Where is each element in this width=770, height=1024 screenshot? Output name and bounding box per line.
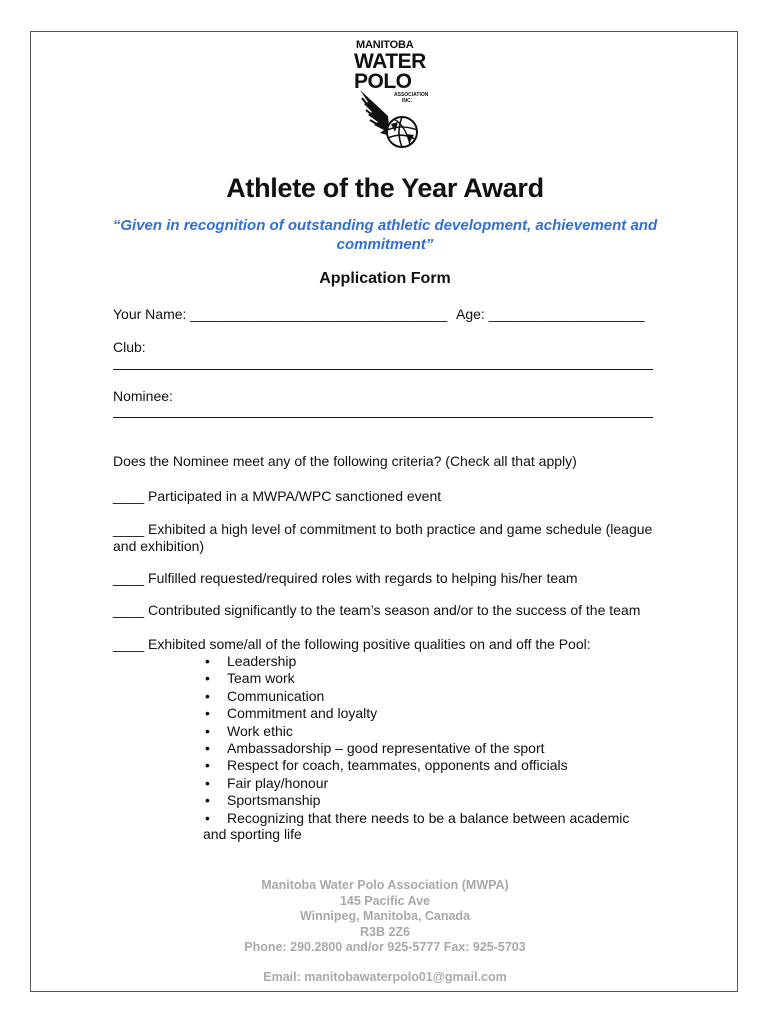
logo-text-water: WATER [354,50,426,73]
list-item: • Leadership [203,653,629,670]
your-name-field[interactable]: Your Name: _________________________________ [113,306,448,322]
list-item: • Ambassadorship – good representative of the sport [203,740,629,757]
mwpa-logo [340,40,430,150]
nominee-input-line[interactable] [113,417,653,418]
list-item: • Sportsmanship [203,792,629,809]
list-item: • Commitment and loyalty [203,705,629,722]
nominee-label: Nominee: [113,388,173,404]
form-heading: Application Form [319,270,451,287]
list-item: • Team work [203,670,629,687]
logo-text-association: ASSOCIATION [394,92,429,98]
criterion-item[interactable]: ____ Exhibited some/all of the following positive qualities on and off the Pool: [113,636,591,652]
footer-street: 145 Pacific Ave [339,894,431,908]
club-label: Club: [113,339,146,355]
logo-text-manitoba: MANITOBA [356,39,414,51]
logo-text-inc: INC. [402,98,412,104]
criterion-item[interactable]: ____ Participated in a MWPA/WPC sanctioned event [113,488,442,504]
footer-postal: R3B 2Z6 [359,925,411,939]
logo-text-polo: POLO [354,70,412,93]
list-item: • Fair play/honour [203,775,629,792]
footer-email[interactable]: Email: manitobawaterpolo01@gmail.com [263,970,507,984]
list-item: • Work ethic [203,723,629,740]
footer-phone: Phone: 290.2800 and/or 925-5777 Fax: 925-5703 [244,940,526,954]
page-title: Athlete of the Year Award [226,173,544,203]
list-item: • Communication [203,688,629,705]
water-polo-ball-icon [358,88,420,150]
age-field[interactable]: Age: ____________________ [456,306,645,322]
criterion-item[interactable]: ____ Contributed significantly to the team’s season and/or to the success of the team [113,602,641,618]
list-item: • Respect for coach, teammates, opponents and officials [203,757,629,774]
criterion-item[interactable]: ____ Exhibited a high level of commitment to both practice and game schedule (league and exhibition) [113,521,653,554]
footer-org: Manitoba Water Polo Association (MWPA) [261,878,509,892]
qualities-continuation: and sporting life [203,826,302,842]
criterion-item[interactable]: ____ Fulfilled requested/required roles with regards to helping his/her team [113,570,578,586]
award-description-quote: “Given in recognition of outstanding athletic development, achievement and commitment” [112,217,658,253]
criteria-question: Does the Nominee meet any of the following criteria? (Check all that apply) [113,453,577,469]
club-input-line[interactable] [113,369,653,370]
footer-city: Winnipeg, Manitoba, Canada [299,909,471,923]
qualities-list [203,653,629,827]
list-item: • Recognizing that there needs to be a balance between academic [203,810,629,827]
